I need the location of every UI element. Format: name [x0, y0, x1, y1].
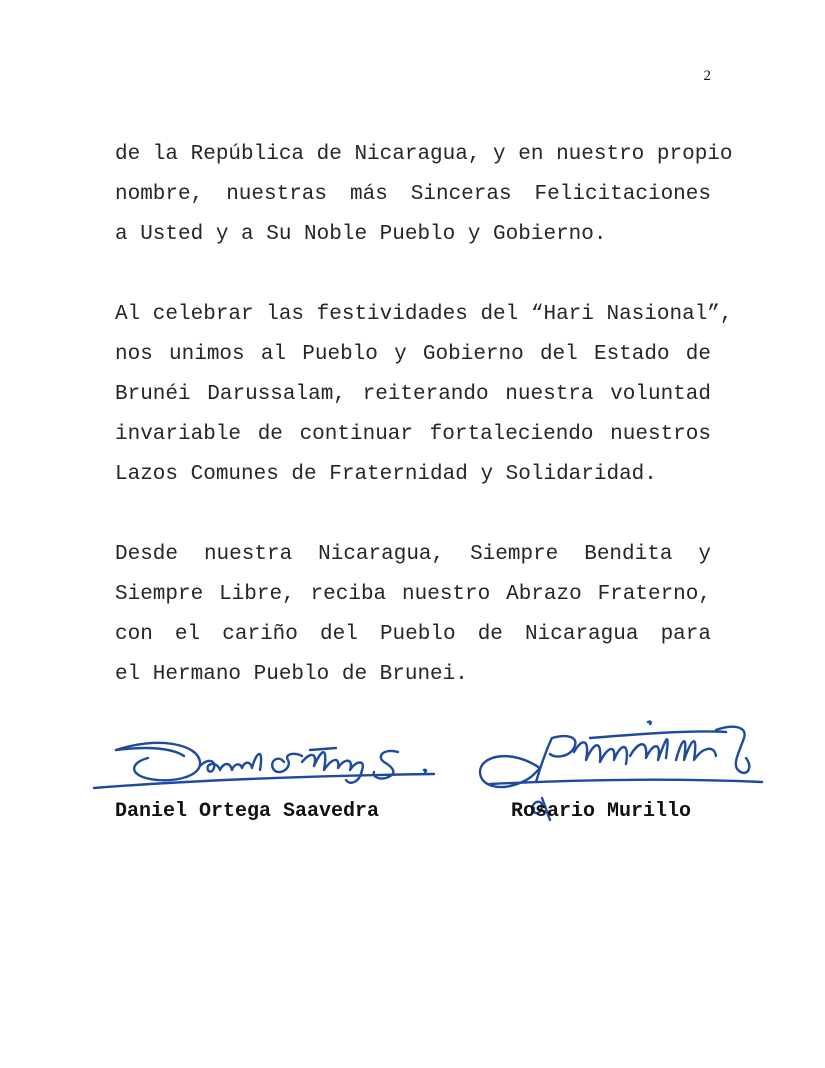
paragraph-closing [115, 535, 711, 695]
paragraph-greetings [115, 135, 733, 255]
text-line: el Hermano Pueblo de Brunei. [115, 663, 468, 686]
text-line: Desde nuestra Nicaragua, Siempre Bendita y [115, 543, 711, 566]
page-number: 2 [703, 68, 711, 84]
text-line: a Usted y a Su Noble Pueblo y Gobierno. [115, 223, 607, 246]
signer-name-right: Rosario Murillo [511, 800, 692, 823]
text-line: de la República de Nicaragua, y en nuestro propio [115, 143, 733, 166]
signature-left [88, 722, 440, 802]
text-line: invariable de continuar fortaleciendo nuestros [115, 423, 711, 446]
text-line: nos unimos al Pueblo y Gobierno del Estado de [115, 343, 711, 366]
text-line: Brunéi Darussalam, reiterando nuestra voluntad [115, 383, 711, 406]
text-line: Al celebrar las festividades del “Hari Nasional”, [115, 303, 733, 326]
text-line: nombre, nuestras más Sinceras Felicitaciones [115, 183, 711, 206]
text-line: con el cariño del Pueblo de Nicaragua para [115, 623, 711, 646]
signer-name-left: Daniel Ortega Saavedra [115, 800, 380, 823]
text-line: Siempre Libre, reciba nuestro Abrazo Fraterno, [115, 583, 711, 606]
text-line: Lazos Comunes de Fraternidad y Solidaridad. [115, 463, 657, 486]
paragraph-celebration [115, 295, 733, 495]
